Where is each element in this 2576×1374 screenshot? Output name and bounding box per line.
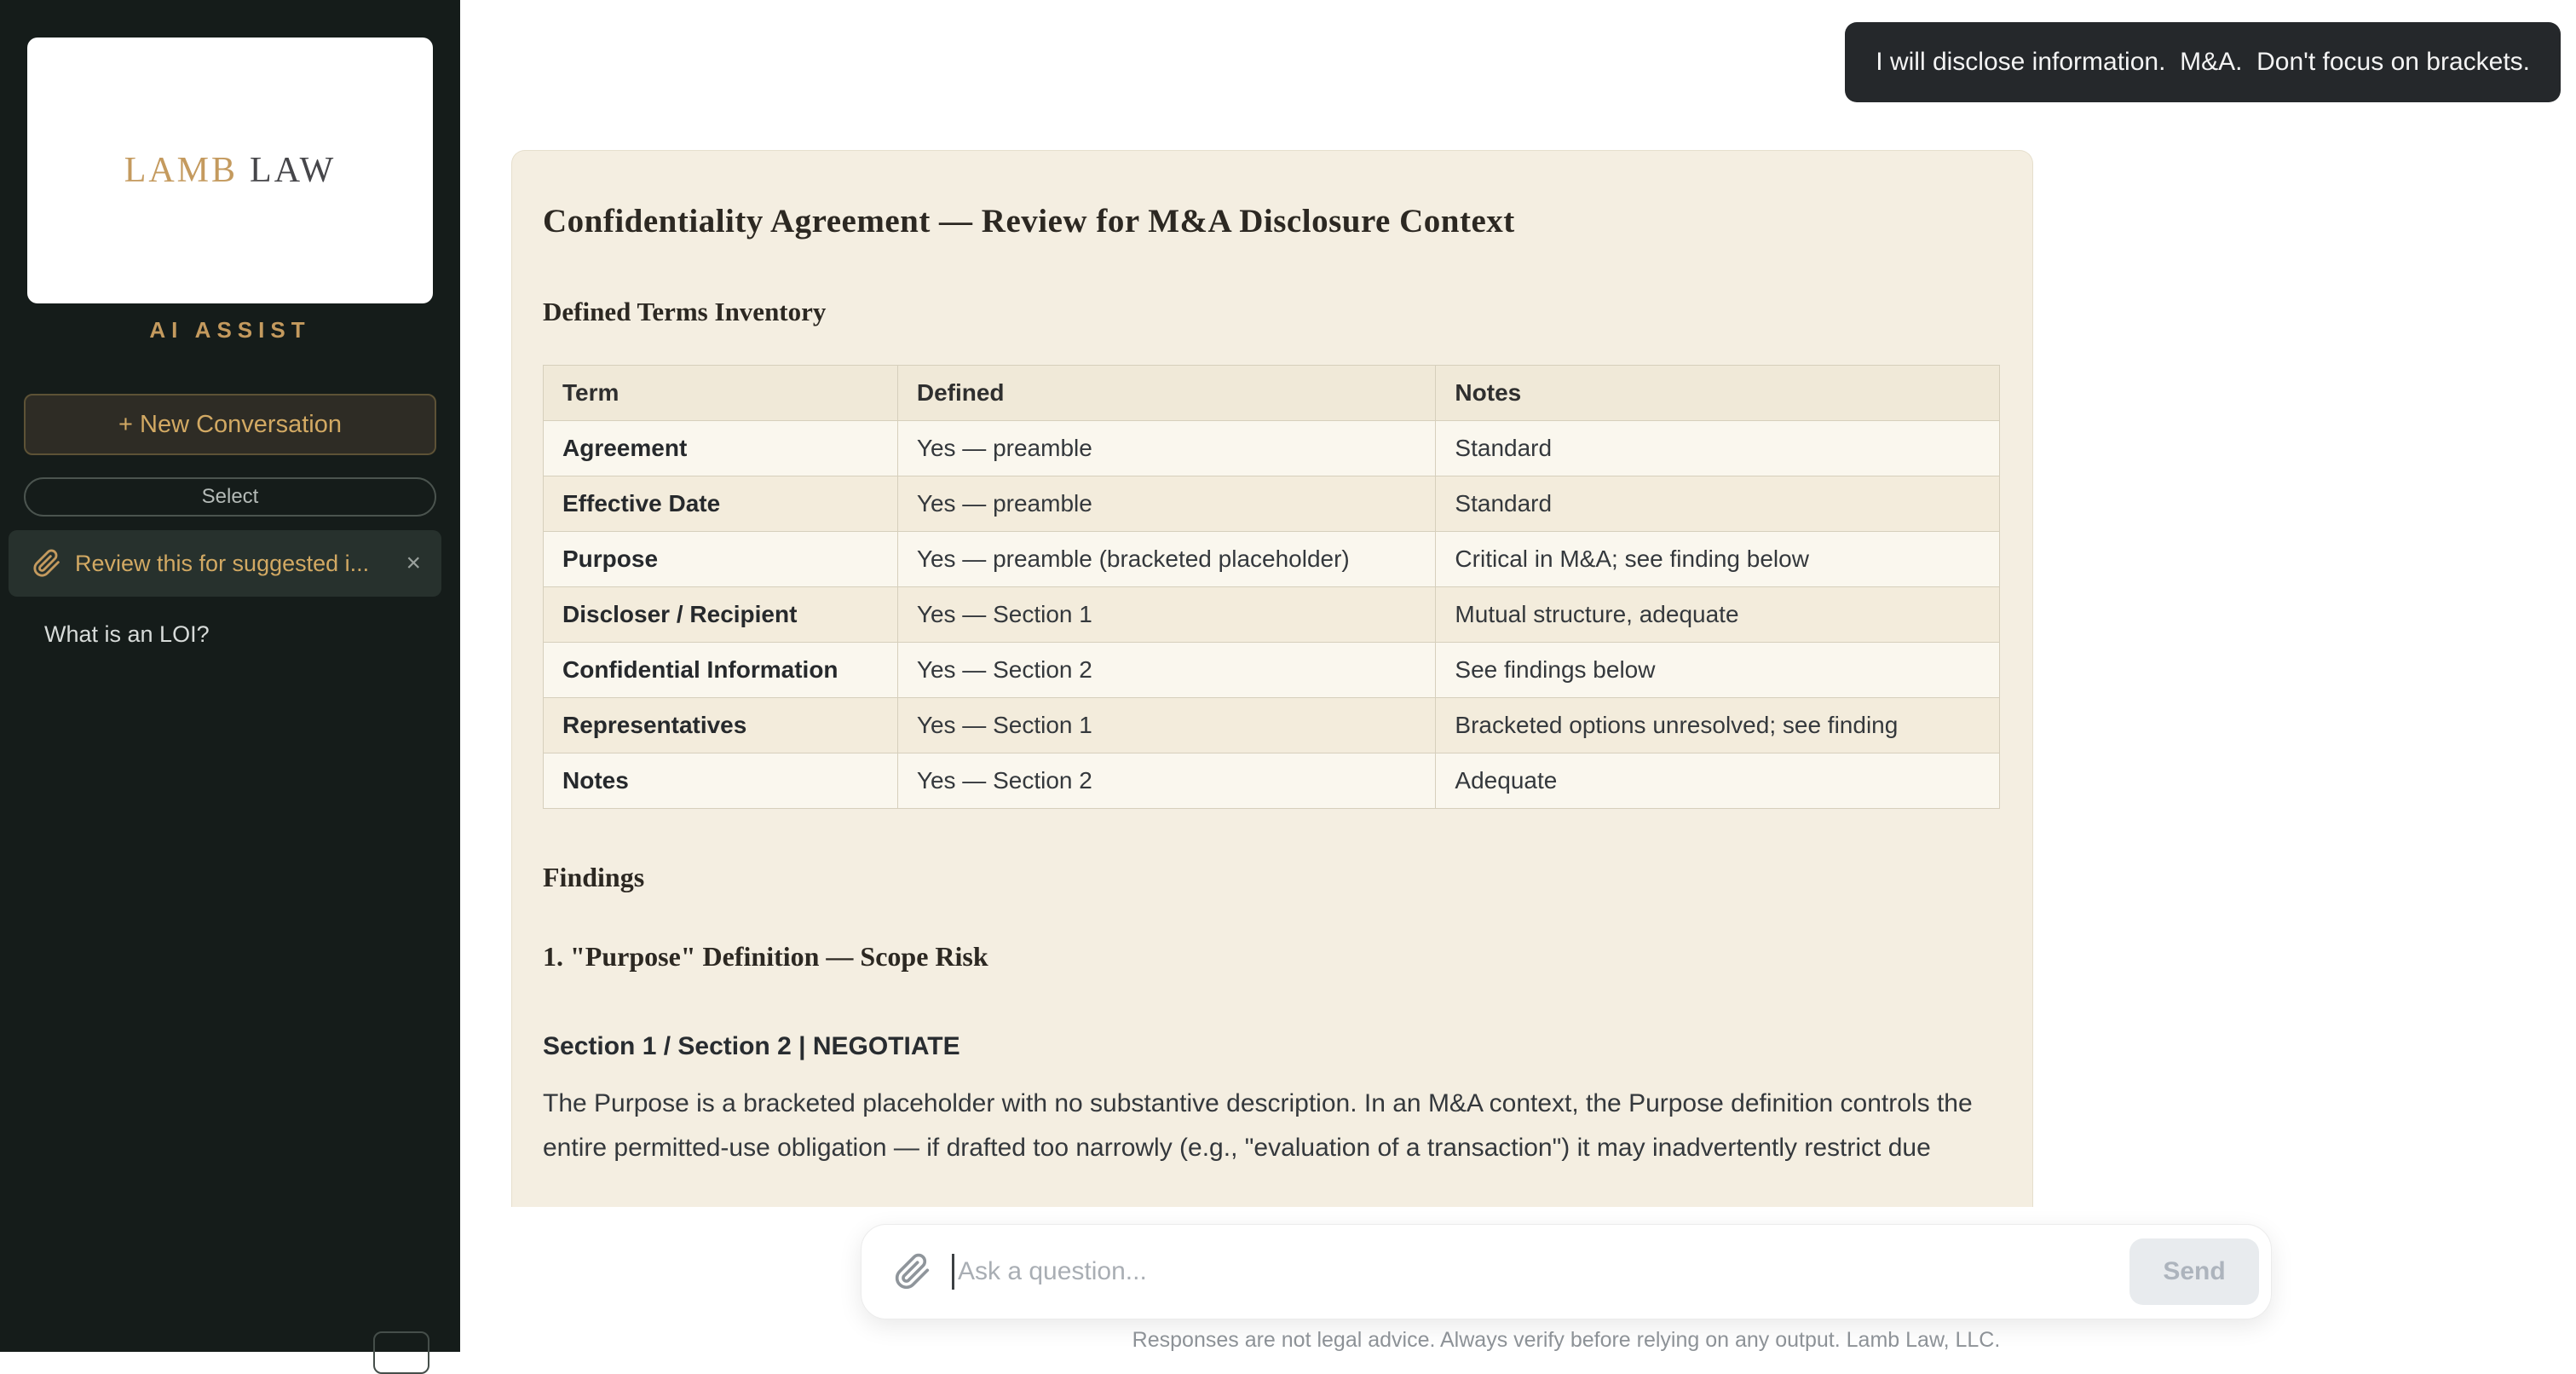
user-message-bubble: I will disclose information. M&A. Don't focus on brackets.: [1845, 22, 2561, 102]
table-row: [544, 421, 2000, 476]
terms-table-body: [544, 421, 2000, 809]
table-row: [544, 643, 2000, 698]
table-header-row: [544, 366, 2000, 421]
sidebar-footer-button[interactable]: [373, 1331, 429, 1374]
term-cell: Discloser / Recipient: [544, 587, 898, 643]
header-cell-defined: Defined: [897, 366, 1436, 421]
logo-card: [27, 38, 433, 303]
conversation-item-review[interactable]: [9, 530, 441, 597]
logo-word-law: LAW: [250, 151, 337, 190]
term-cell: Confidential Information: [544, 643, 898, 698]
table-row: [544, 476, 2000, 532]
header-cell-term: Term: [544, 366, 898, 421]
notes-cell: Standard: [1436, 476, 2000, 532]
defined-cell: Yes — Section 1: [897, 587, 1436, 643]
table-row: [544, 587, 2000, 643]
notes-cell: Bracketed options unresolved; see finding: [1436, 698, 2000, 753]
document-title: Confidentiality Agreement — Review for M&A Disclosure Context: [543, 203, 1515, 240]
term-cell: Agreement: [544, 421, 898, 476]
defined-cell: Yes — preamble: [897, 421, 1436, 476]
table-row: [544, 698, 2000, 753]
terms-table: [543, 365, 2000, 809]
finding1-tag: Section 1 / Section 2 | NEGOTIATE: [543, 1032, 960, 1060]
document-card: [511, 150, 2033, 1207]
send-button[interactable]: Send: [2129, 1238, 2259, 1305]
defined-cell: Yes — preamble (bracketed placeholder): [897, 532, 1436, 587]
paperclip-icon: [32, 549, 61, 578]
logo-text: [124, 150, 337, 191]
table-row: [544, 532, 2000, 587]
attach-icon[interactable]: [894, 1253, 931, 1290]
logo-word-lamb: LAMB: [124, 151, 239, 190]
close-icon[interactable]: ×: [406, 549, 421, 577]
sidebar: [0, 0, 460, 1352]
notes-cell: Critical in M&A; see finding below: [1436, 532, 2000, 587]
question-input[interactable]: [954, 1257, 2129, 1286]
disclaimer-text: Responses are not legal advice. Always verify before relying on any output. Lamb Law, LLC.: [1132, 1328, 2001, 1352]
notes-cell: Standard: [1436, 421, 2000, 476]
term-cell: Purpose: [544, 532, 898, 587]
notes-cell: Adequate: [1436, 753, 2000, 809]
term-cell: Representatives: [544, 698, 898, 753]
defined-cell: Yes — Section 1: [897, 698, 1436, 753]
new-conversation-button[interactable]: + New Conversation: [24, 394, 436, 455]
ai-assist-label: AI ASSIST: [149, 317, 311, 343]
conversation-label: What is an LOI?: [44, 621, 210, 647]
header-cell-notes: Notes: [1436, 366, 2000, 421]
composer[interactable]: [861, 1224, 2272, 1319]
finding1-body: The Purpose is a bracketed placeholder with no substantive description. In an M&A context, the Purpose definition controls the entire permitted-use obligation — if drafted too narrowly (e.g., "evaluation of a transaction") it may inadvertently restrict due: [543, 1089, 1973, 1162]
select-button[interactable]: Select: [24, 477, 436, 517]
notes-cell: See findings below: [1436, 643, 2000, 698]
defined-terms-heading: Defined Terms Inventory: [543, 297, 827, 326]
findings-heading: Findings: [543, 862, 645, 892]
table-row: [544, 753, 2000, 809]
defined-cell: Yes — preamble: [897, 476, 1436, 532]
conversation-label: Review this for suggested i...: [75, 550, 370, 576]
notes-cell: Mutual structure, adequate: [1436, 587, 2000, 643]
defined-cell: Yes — Section 2: [897, 753, 1436, 809]
defined-cell: Yes — Section 2: [897, 643, 1436, 698]
term-cell: Effective Date: [544, 476, 898, 532]
term-cell: Notes: [544, 753, 898, 809]
finding1-heading: 1. "Purpose" Definition — Scope Risk: [543, 941, 988, 972]
conversation-item-loi[interactable]: [9, 607, 441, 661]
